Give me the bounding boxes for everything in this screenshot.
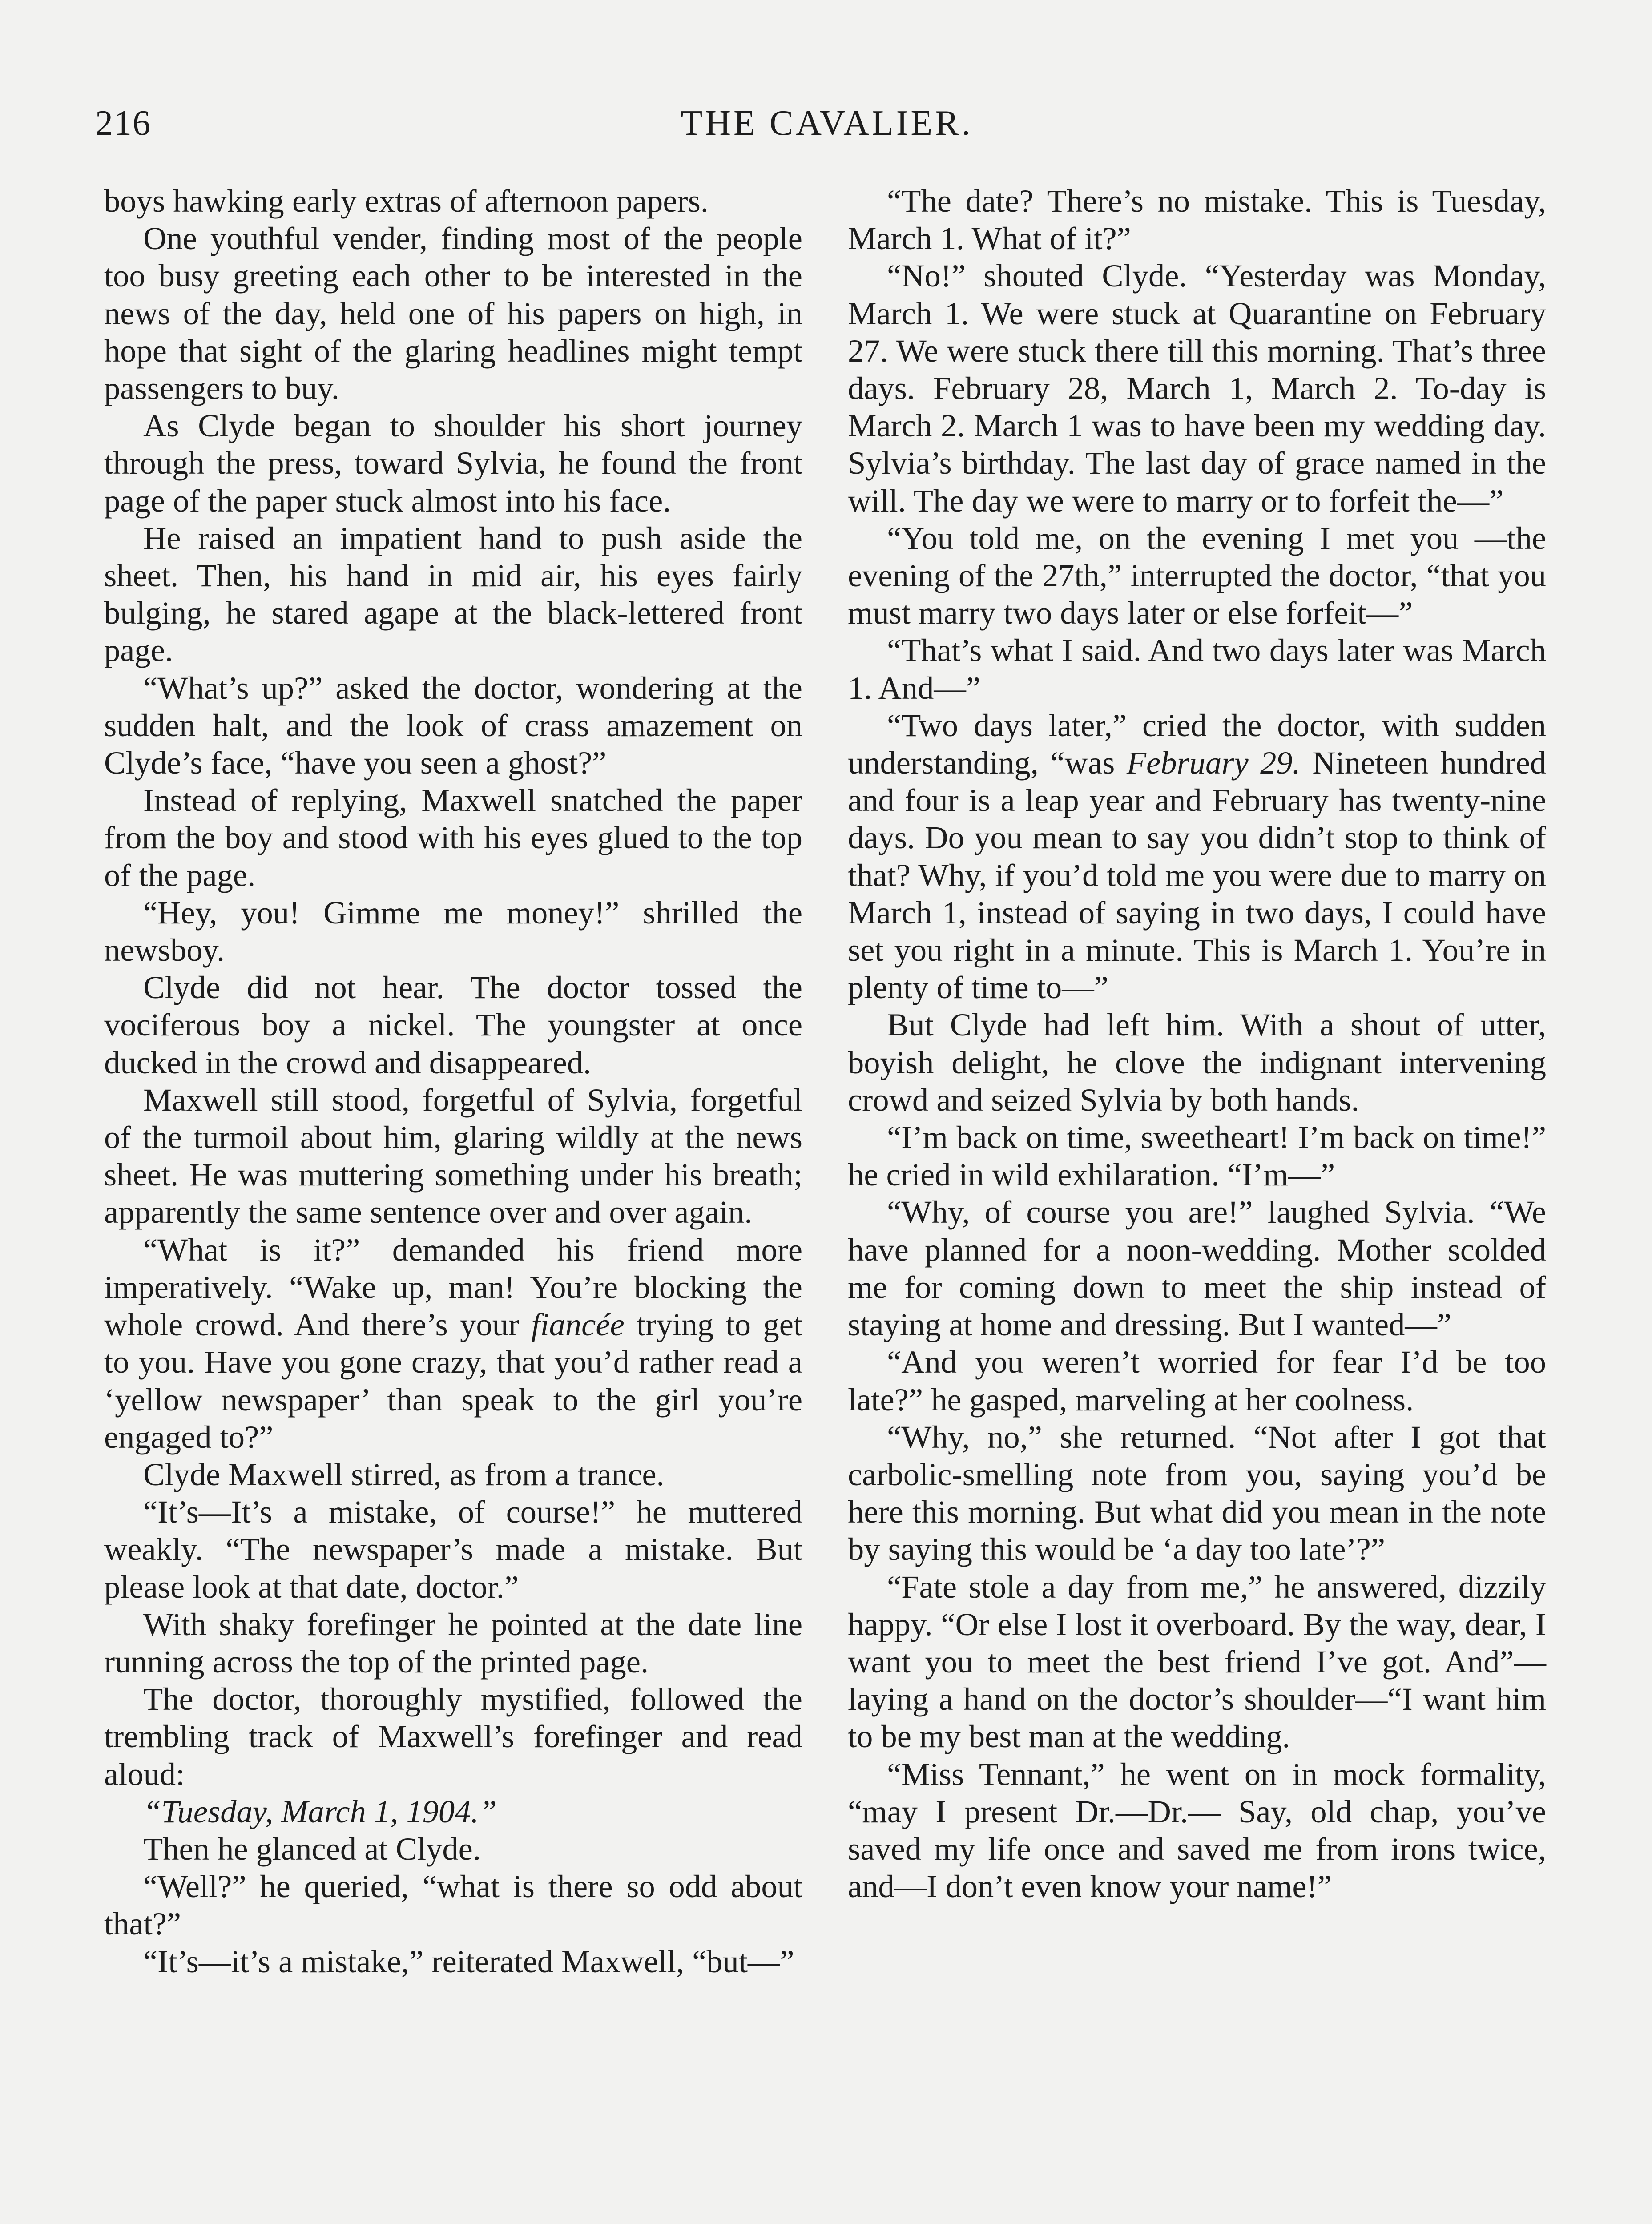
paragraph: “That’s what I said. And two days later was March 1. And—” xyxy=(848,632,1546,706)
paragraph: “What’s up?” asked the doctor, wondering at the sudden halt, and the look of crass amazement on Clyde’s face, “have you seen a ghost?” xyxy=(104,669,802,781)
left-text-column xyxy=(104,182,802,1980)
paragraph: “Miss Tennant,” he went on in mock formality, “may I present Dr.—Dr.— Say, old chap, you’ve saved my life once and saved me from irons twice, and—I don’t even know your name!” xyxy=(848,1756,1546,1905)
paragraph: “It’s—It’s a mistake, of course!” he muttered weakly. “The newspaper’s made a mistake. But please look at that date, doctor.” xyxy=(104,1494,802,1605)
date-line-quote: “Tuesday, March 1, 1904.” xyxy=(143,1793,497,1829)
text-run: “What is it?” demanded his friend more imperatively. “Wake up, man! You’re blocking the whole crowd. And there’s your xyxy=(104,1231,802,1343)
text-run: “Two days later,” cried the doctor, with sudden understanding, “was xyxy=(848,707,1546,781)
paragraph: “Well?” he queried, “what is there so odd about that?” xyxy=(104,1868,802,1942)
paragraph: “The date? There’s no mistake. This is Tuesday, March 1. What of it?” xyxy=(848,183,1546,257)
right-text-column xyxy=(848,182,1546,1905)
italic-word: fiancée xyxy=(531,1306,625,1343)
paragraph: “Hey, you! Gimme me money!” shrilled the newsboy. xyxy=(104,894,802,968)
paragraph: As Clyde began to shoulder his short journey through the press, toward Sylvia, he found the front page of the paper stuck almost into his face. xyxy=(104,407,802,519)
paragraph: One youthful vender, finding most of the people too busy greeting each other to be interested in the news of the day, held one of his papers on high, in hope that sight of the glaring headlines might tempt passengers to buy. xyxy=(104,220,802,407)
paragraph: boys hawking early extras of afternoon papers. xyxy=(104,183,709,219)
paragraph: “You told me, on the evening I met you —the evening of the 27th,” interrupted the doctor, “that you must marry two days later or else forfeit—” xyxy=(848,520,1546,631)
paragraph: Maxwell still stood, forgetful of Sylvia, forgetful of the turmoil about him, glaring wildly at the news sheet. He was muttering something under his breath; apparently the same sentence over and over again. xyxy=(104,1081,802,1230)
paragraph xyxy=(848,707,1546,1007)
paragraph: “No!” shouted Clyde. “Yesterday was Monday, March 1. We were stuck at Quarantine on February 27. We were stuck there till this morning. That’s three days. February 28, March 1, March 2. To-day is March 2. March 1 was to have been my wedding day. Sylvia’s birthday. The last day of grace named in the will. The day we were to marry or to forfeit the—” xyxy=(848,258,1546,519)
italic-date: February 29. xyxy=(1126,745,1301,781)
paragraph: Clyde did not hear. The doctor tossed the vociferous boy a nickel. The youngster at once ducked in the crowd and disappeared. xyxy=(104,969,802,1080)
paragraph: The doctor, thoroughly mystified, followed the trembling track of Maxwell’s forefinger and read aloud: xyxy=(104,1681,802,1792)
paragraph: With shaky forefinger he pointed at the date line running across the top of the printed page. xyxy=(104,1606,802,1680)
paragraph: “Why, no,” she returned. “Not after I got that carbolic-smelling note from you, saying you’d be here this morning. But what did you mean in the note by saying this would be ‘a day too late’?” xyxy=(848,1418,1546,1567)
running-title: THE CAVALIER. xyxy=(681,104,973,143)
paragraph: He raised an impatient hand to push aside the sheet. Then, his hand in mid air, his eyes fairly bulging, he stared agape at the black-lettered front page. xyxy=(104,520,802,669)
paragraph: “And you weren’t worried for fear I’d be too late?” he gasped, marveling at her coolness. xyxy=(848,1344,1546,1418)
paragraph xyxy=(104,1231,802,1456)
paragraph: Instead of replying, Maxwell snatched the paper from the boy and stood with his eyes glued to the top of the page. xyxy=(104,782,802,893)
paragraph: “Why, of course you are!” laughed Sylvia. “We have planned for a noon-wedding. Mother scolded me for coming down to meet the ship instead of staying at home and dressing. But I wanted—” xyxy=(848,1194,1546,1343)
paragraph: Then he glanced at Clyde. xyxy=(143,1830,481,1867)
text-run: Nineteen hundred and four is a leap year and February has twenty-nine days. Do you mean to say you didn’t stop to think of that? Why, if you’d told me you were due to marry on March 1, instead of saying in two days, I could have set you right in a minute. This is March 1. You’re in plenty of time to—” xyxy=(848,745,1547,1006)
paragraph: Clyde Maxwell stirred, as from a trance. xyxy=(143,1456,665,1492)
paragraph: “It’s—it’s a mistake,” reiterated Maxwell, “but—” xyxy=(143,1943,794,1979)
paragraph: But Clyde had left him. With a shout of utter, boyish delight, he clove the indignant intervening crowd and seized Sylvia by both hands. xyxy=(848,1007,1546,1118)
page-header xyxy=(95,103,1559,152)
paragraph: “Fate stole a day from me,” he answered, dizzily happy. “Or else I lost it overboard. By the way, dear, I want you to meet the best friend I’ve got. And”—laying a hand on the doctor’s shoulder—“I want him to be my best man at the wedding. xyxy=(848,1568,1546,1755)
page-number: 216 xyxy=(95,104,151,143)
text-run: trying to get to you. Have you gone crazy, that you’d rather read a ‘yellow newspaper’ than speak to the girl you’re engaged to?” xyxy=(104,1306,803,1455)
paragraph: “I’m back on time, sweetheart! I’m back on time!” he cried in wild exhilaration. “I’m—” xyxy=(848,1119,1546,1193)
